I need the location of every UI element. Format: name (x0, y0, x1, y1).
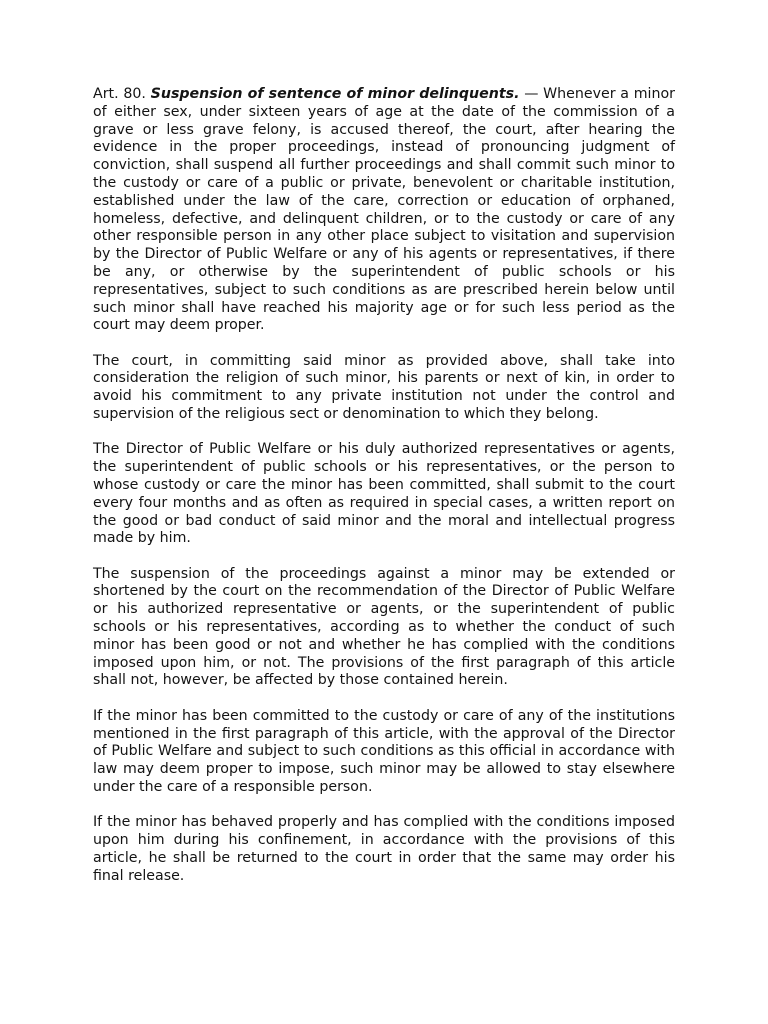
paragraph-5: If the minor has been committed to the custody or care of any of the institutions mentioned in the first paragraph of this article, with the approval of the Director of Public Welfare and subject to such conditions as this official in accordance with law may deem proper to impose, such minor may be allowed to stay elsewhere under the care of a responsible person. (93, 707, 675, 795)
article-number: Art. 80. (93, 86, 146, 102)
paragraph-1-text: Whenever a minor of either sex, under sixteen years of age at the date of the commission of a grave or less grave felony, is accused thereof, the court, after hearing the evidence in the proper proceedings, instead of pronouncing judgment of conviction, shall suspend all further proceedings and shall commit such minor to the custody or care of a public or private, benevolent or charitable institution, established under the law of the care, correction or education of orphaned, homeless, defective, and delinquent children, or to the custody or care of any other responsible person in any other place subject to visitation and supervision by the Director of Public Welfare or any of his agents or representatives, if there be any, or otherwise by the superintendent of public schools or his representatives, subject to such conditions as are prescribed herein below until such minor shall have reached his majority age or for such less period as the court may deem proper. (93, 86, 675, 334)
document-body (93, 86, 675, 903)
paragraph-2: The court, in committing said minor as provided above, shall take into consideration the religion of such minor, his parents or next of kin, in order to avoid his commitment to any private institution not under the control and supervision of the religious sect or denomination to which they belong. (93, 352, 675, 423)
article-title: Suspension of sentence of minor delinquents. (150, 86, 520, 102)
paragraph-1 (93, 86, 675, 335)
paragraph-6: If the minor has behaved properly and has complied with the conditions imposed upon him during his confinement, in accordance with the provisions of this article, he shall be returned to the court in order that the same may order his final release. (93, 814, 675, 884)
paragraph-3: The Director of Public Welfare or his duly authorized representatives or agents, the superintendent of public schools or his representatives, or the person to whose custody or care the minor has been committed, shall submit to the court every four months and as often as required in special cases, a written report on the good or bad conduct of said minor and the moral and intellectual progress made by him. (93, 441, 675, 547)
article-dash: — (524, 86, 539, 102)
paragraph-4: The suspension of the proceedings against a minor may be extended or shortened by the court on the recommendation of the Director of Public Welfare or his authorized representative or agents, or the superintendent of public schools or his representatives, according as to whether the conduct of such minor has been good or not and whether he has complied with the conditions imposed upon him, or not. The provisions of the first paragraph of this article shall not, however, be affected by those contained herein. (93, 565, 675, 689)
